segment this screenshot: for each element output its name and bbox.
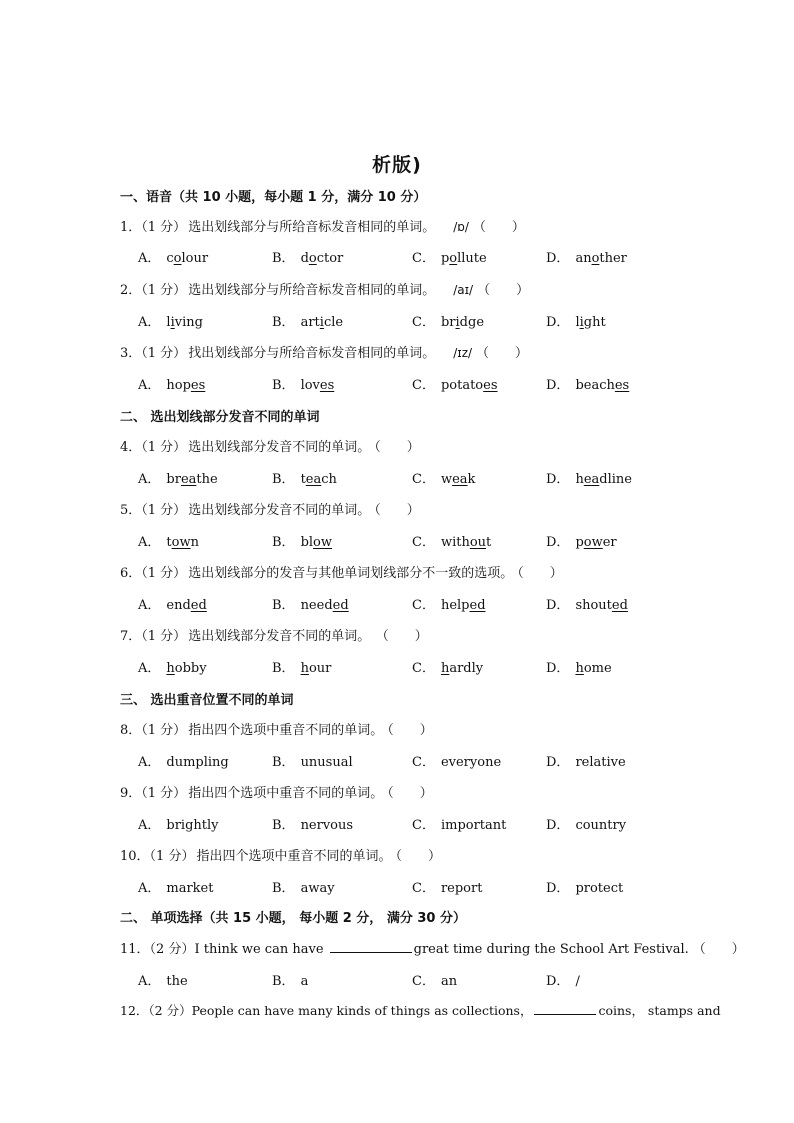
question-10: 10．（1 分） 指出四个选项中重音不同的单词。 （ ） xyxy=(120,849,441,864)
option-b[interactable]: B． unusual xyxy=(272,755,353,770)
option-b[interactable]: B． needed xyxy=(272,598,349,613)
phonetic-symbol: /ɪz/ xyxy=(453,346,473,360)
option-b[interactable]: B． a xyxy=(272,974,309,989)
question-3: 3．（1 分） 找出划线部分与所给音标发音相同的单词。 /ɪz/ （ ） xyxy=(120,346,529,361)
option-d[interactable]: D． light xyxy=(546,315,606,330)
option-b[interactable]: B． teach xyxy=(272,472,337,487)
options-row-1 xyxy=(0,247,794,265)
option-c[interactable]: C． bridge xyxy=(412,315,485,330)
option-c[interactable]: C． weak xyxy=(412,472,476,487)
option-a[interactable]: A． hobby xyxy=(138,661,207,676)
question-score: （1 分） xyxy=(141,220,187,235)
options-row-4 xyxy=(0,468,794,486)
question-11: 11．（2 分）I think we can have great time during the School Art Festival. （ ） xyxy=(120,942,745,957)
question-9: 9．（1 分） 指出四个选项中重音不同的单词。 （ ） xyxy=(120,786,433,801)
option-a[interactable]: A． breathe xyxy=(138,472,218,487)
option-d[interactable]: D． home xyxy=(546,661,612,676)
option-b[interactable]: B． doctor xyxy=(272,251,344,266)
option-b[interactable]: B． blow xyxy=(272,535,333,550)
option-b[interactable]: B． loves xyxy=(272,378,335,393)
phonetic-symbol: /ɒ/ xyxy=(453,220,469,234)
option-d[interactable]: D． another xyxy=(546,251,627,266)
option-c[interactable]: C． important xyxy=(412,818,507,833)
option-c[interactable]: C． helped xyxy=(412,598,486,613)
option-a[interactable]: A． living xyxy=(138,315,203,330)
section-heading-single-choice: 二、 单项选择（共 15 小题， 每小题 2 分， 满分 30 分） xyxy=(120,911,466,926)
option-b[interactable]: B． away xyxy=(272,881,335,896)
option-a[interactable]: A． dumpling xyxy=(138,755,229,770)
question-number: 1． xyxy=(120,220,142,235)
option-a[interactable]: A． the xyxy=(138,974,188,989)
option-a[interactable]: A． ended xyxy=(138,598,207,613)
answer-blank[interactable] xyxy=(330,941,412,953)
option-d[interactable]: D． / xyxy=(546,974,580,989)
option-c[interactable]: C． report xyxy=(412,881,483,896)
options-row-6 xyxy=(0,594,794,612)
option-d[interactable]: D． relative xyxy=(546,755,626,770)
answer-blank[interactable] xyxy=(534,1003,596,1015)
option-d[interactable]: D． protect xyxy=(546,881,624,896)
option-a[interactable]: A． brightly xyxy=(138,818,219,833)
question-6: 6．（1 分） 选出划线部分的发音与其他单词划线部分不一致的选项。 （ ） xyxy=(120,566,563,581)
question-12: 12．（2 分）People can have many kinds of things as collections， coins， stamps and xyxy=(120,1003,721,1018)
question-2: 2．（1 分） 选出划线部分与所给音标发音相同的单词。 /aɪ/ （ ） xyxy=(120,283,530,298)
question-8: 8．（1 分） 指出四个选项中重音不同的单词。 （ ） xyxy=(120,723,433,738)
option-a[interactable]: A． market xyxy=(138,881,214,896)
options-row-5 xyxy=(0,531,794,549)
question-4: 4．（1 分） 选出划线部分发音不同的单词。 （ ） xyxy=(120,440,420,455)
option-b[interactable]: B． article xyxy=(272,315,344,330)
option-d[interactable]: D． beaches xyxy=(546,378,630,393)
page-title: 析版) xyxy=(372,154,422,176)
option-c[interactable]: C． everyone xyxy=(412,755,502,770)
option-b[interactable]: B． hour xyxy=(272,661,332,676)
option-d[interactable]: D． headline xyxy=(546,472,632,487)
option-a[interactable]: A． colour xyxy=(138,251,209,266)
section-heading-phonetics: 一、语音（共 10 小题，每小题 1 分，满分 10 分） xyxy=(120,190,427,205)
question-5: 5．（1 分） 选出划线部分发音不同的单词。 （ ） xyxy=(120,503,420,518)
options-row-7 xyxy=(0,657,794,675)
option-c[interactable]: C． potatoes xyxy=(412,378,498,393)
section-heading-pronunciation: 二、 选出划线部分发音不同的单词 xyxy=(120,410,320,425)
option-a[interactable]: A． town xyxy=(138,535,199,550)
question-7: 7．（1 分） 选出划线部分发音不同的单词。 （ ） xyxy=(120,629,428,644)
options-row-9 xyxy=(0,814,794,832)
phonetic-symbol: /aɪ/ xyxy=(453,283,474,297)
section-heading-stress: 三、 选出重音位置不同的单词 xyxy=(120,693,294,708)
option-d[interactable]: D． power xyxy=(546,535,617,550)
option-a[interactable]: A． hopes xyxy=(138,378,206,393)
options-row-2 xyxy=(0,311,794,329)
option-c[interactable]: C． hardly xyxy=(412,661,484,676)
option-d[interactable]: D． shouted xyxy=(546,598,628,613)
answer-parentheses: （ ） xyxy=(472,220,525,235)
option-c[interactable]: C． pollute xyxy=(412,251,487,266)
question-stem: 选出划线部分与所给音标发音相同的单词。 xyxy=(188,220,436,235)
option-c[interactable]: C． without xyxy=(412,535,492,550)
options-row-11 xyxy=(0,970,794,988)
options-row-8 xyxy=(0,751,794,769)
option-b[interactable]: B． nervous xyxy=(272,818,354,833)
options-row-10 xyxy=(0,877,794,895)
option-c[interactable]: C． an xyxy=(412,974,458,989)
options-row-3 xyxy=(0,374,794,392)
option-d[interactable]: D． country xyxy=(546,818,627,833)
question-1 xyxy=(120,216,525,235)
